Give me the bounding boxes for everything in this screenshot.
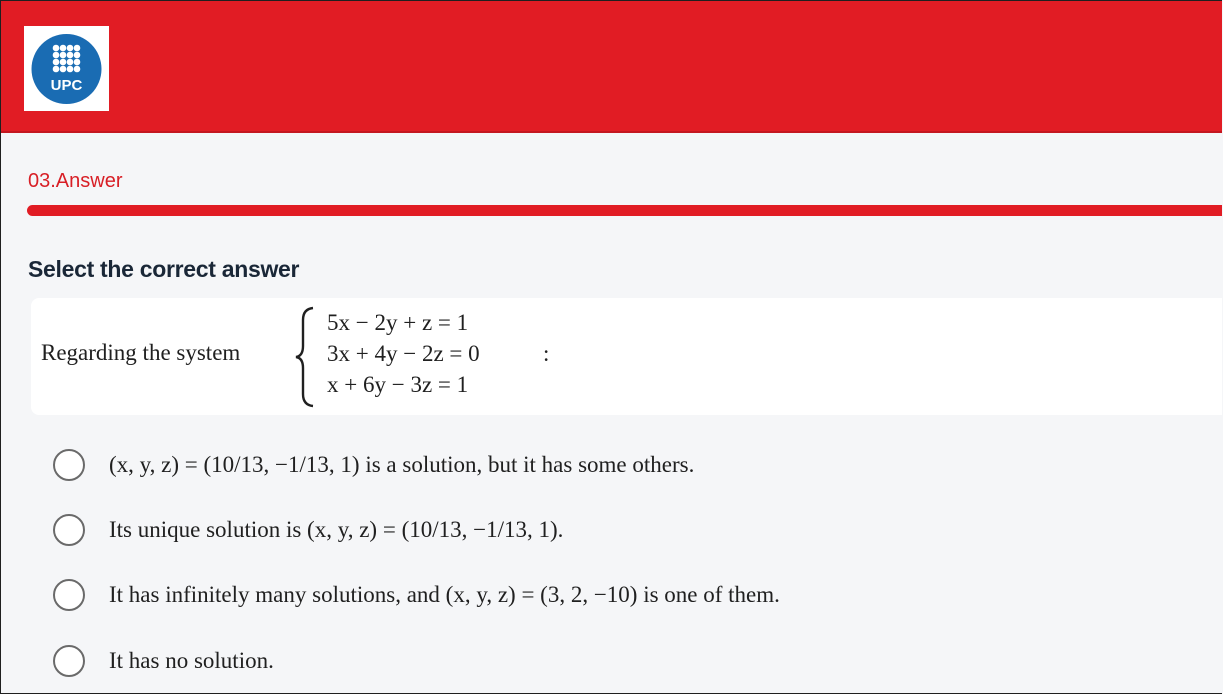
question-prefix: Regarding the system [41,340,241,365]
upc-logo [24,26,109,111]
question-card [31,298,1222,415]
logo-text: UPC [50,77,83,94]
answer-option-2[interactable] [53,506,1153,554]
page-title: Select the correct answer [28,256,300,282]
equation-2: 3x + 4y − 2z = 0 [327,341,480,366]
option-label: It has infinitely many solutions, and (x, y, z) = (3, 2, −10) is one of them. [109,582,780,607]
equation-1: 5x − 2y + z = 1 [327,310,469,335]
left-brace-icon [293,306,319,408]
upc-logo-icon [24,26,109,111]
equation-3: x + 6y − 3z = 1 [327,372,469,397]
answer-option-4[interactable] [53,637,1153,685]
option-label: Its unique solution is (x, y, z) = (10/13, −1/13, 1). [109,517,564,542]
header-bar [1,1,1222,133]
progress-bar [27,205,1222,216]
question-suffix: : [543,341,550,366]
radio-button[interactable] [53,514,85,546]
breadcrumb: 03.Answer [28,170,123,192]
option-label: It has no solution. [109,648,274,673]
option-label: (x, y, z) = (10/13, −1/13, 1) is a solution, but it has some others. [109,452,695,477]
radio-button[interactable] [53,579,85,611]
radio-button[interactable] [53,645,85,677]
answer-option-1[interactable] [53,441,1153,489]
answer-option-3[interactable] [53,571,1153,619]
radio-button[interactable] [53,449,85,481]
